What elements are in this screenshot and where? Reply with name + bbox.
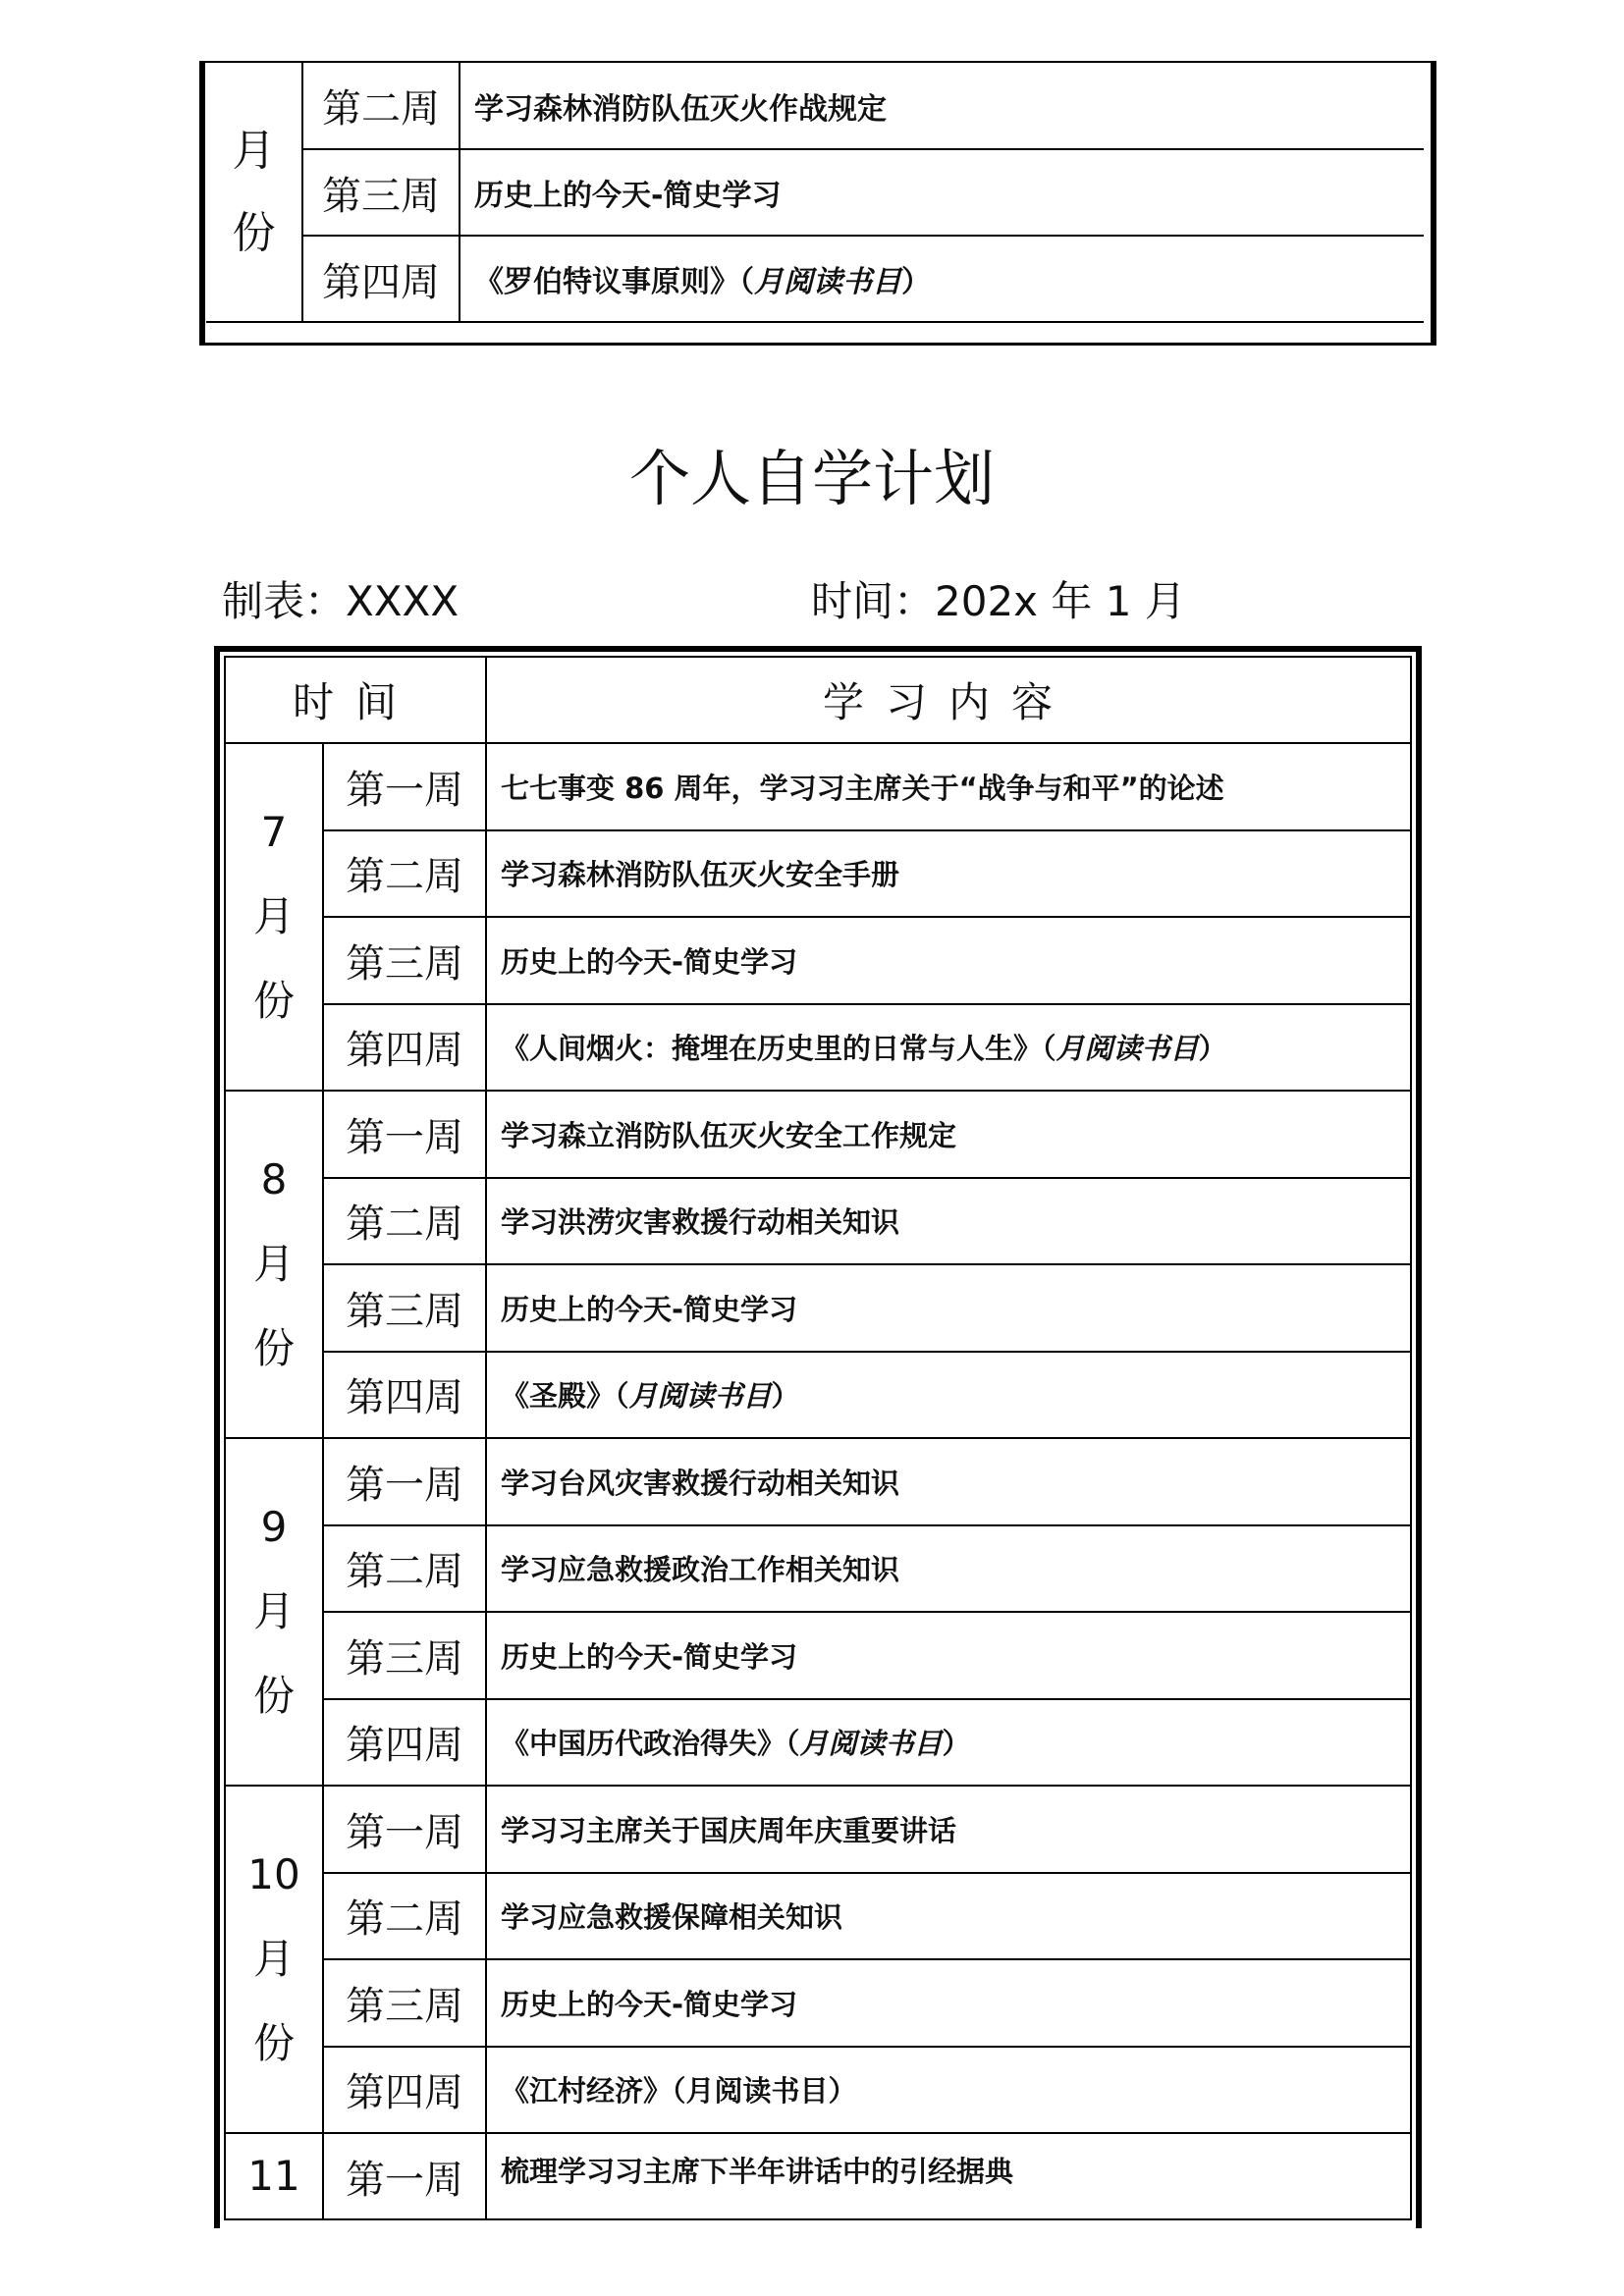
content-cell: 学习森林消防队伍灭火安全手册 [486,830,1411,918]
week-cell: 第一周 [323,743,486,830]
week-cell: 第一周 [323,1786,486,1873]
table-row [225,1525,1411,1613]
month-line: 月 [252,1935,295,1983]
content-cell: 历史上的今天-简史学习 [486,1959,1411,2047]
reading-tag: 月阅读书目 [754,265,901,299]
content-cell: 历史上的今天-简史学习 [460,149,1424,236]
content-cell [460,236,1424,322]
content-tail: ） [901,265,931,299]
month-cell-9 [225,1438,323,1786]
content-cell: 历史上的今天-简史学习 [486,1264,1411,1352]
month-cell-11: 11 [225,2133,323,2219]
content-cell [486,1352,1411,1439]
week-cell: 第一周 [323,1438,486,1525]
month-cell-10 [225,1786,323,2133]
table-row [225,1699,1411,1787]
week-cell: 第二周 [323,830,486,918]
table-row [225,2133,1411,2219]
month-cell-7 [225,743,323,1091]
month-cell-8 [225,1091,323,1438]
table-row [225,830,1411,918]
table-row [225,743,1411,830]
content-text: 《中国历代政治得失》（ [501,1727,800,1761]
content-cell: 学习应急救援保障相关知识 [486,1873,1411,1960]
content-cell: 学习台风灾害救援行动相关知识 [486,1438,1411,1525]
week-cell: 第二周 [323,1178,486,1265]
header-content: 学习内容 [486,657,1411,743]
month-line: 份 [232,207,276,258]
date-label: 时间：202x 年 1 月 [811,577,1186,625]
content-cell: 七七事变 86 周年，学习习主席关于“战争与和平”的论述 [486,743,1411,830]
content-text: 《圣殿》（ [501,1379,629,1414]
week-cell: 第一周 [323,1091,486,1178]
week-cell: 第一周 [323,2133,486,2219]
week-cell: 第四周 [323,1352,486,1439]
content-cell: 历史上的今天-简史学习 [486,1612,1411,1699]
month-line: 份 [252,1324,295,1372]
week-cell: 第二周 [323,1873,486,1960]
study-plan-table [224,656,1412,2220]
week-cell: 第三周 [323,1612,486,1699]
table-row [206,149,1424,236]
table-row [225,1438,1411,1525]
month-line: 月 [232,125,276,176]
content-cell: 学习森立消防队伍灭火安全工作规定 [486,1091,1411,1178]
month-cell [206,63,302,322]
reading-tag: 月阅读书目 [799,1727,943,1761]
week-cell: 第四周 [323,1699,486,1787]
content-cell: 历史上的今天-简史学习 [486,917,1411,1004]
table-row [225,1959,1411,2047]
month-line: 10 [247,1850,300,1898]
content-cell: 梳理学习习主席下半年讲话中的引经据典 [486,2133,1411,2219]
week-cell: 第四周 [323,1004,486,1092]
month-line: 份 [252,2019,295,2067]
month-line: 份 [252,977,295,1025]
header-time: 时间 [225,657,486,743]
table-row [206,236,1424,322]
week-cell: 第二周 [323,1525,486,1613]
table-row [225,1178,1411,1265]
content-cell: 学习洪涝灾害救援行动相关知识 [486,1178,1411,1265]
table-row [206,63,1424,149]
content-cell [486,1699,1411,1787]
month-line: 月 [252,892,295,940]
table-row [225,2047,1411,2134]
table-row [225,917,1411,1004]
table-row [225,1612,1411,1699]
table-row [225,1786,1411,1873]
content-text: 《人间烟火：掩埋在历史里的日常与人生》（ [501,1032,1056,1066]
table-row [225,1004,1411,1092]
table-row [225,1352,1411,1439]
week-cell: 第二周 [302,63,460,149]
content-text: 《罗伯特议事原则》（ [474,265,754,299]
top-fragment-table [206,63,1424,323]
content-cell: 学习应急救援政治工作相关知识 [486,1525,1411,1613]
month-line: 9 [260,1503,288,1551]
week-cell: 第三周 [302,149,460,236]
table-row [225,1091,1411,1178]
content-cell [486,1004,1411,1092]
maker-label: 制表：XXXX [222,577,460,625]
content-tail: ） [1198,1032,1227,1066]
month-line: 8 [260,1155,288,1203]
week-cell: 第四周 [302,236,460,322]
reading-tag: 月阅读书目 [628,1379,772,1414]
table-row [225,1873,1411,1960]
month-line: 月 [252,1587,295,1635]
month-line: 7 [260,808,288,856]
table-row [225,1264,1411,1352]
week-cell: 第三周 [323,1264,486,1352]
week-cell: 第四周 [323,2047,486,2134]
month-line: 份 [252,1672,295,1720]
content-cell: 学习森林消防队伍灭火作战规定 [460,63,1424,149]
header-row [225,657,1411,743]
page-title: 个人自学计划 [628,443,995,514]
month-line: 月 [252,1240,295,1288]
week-cell: 第三周 [323,1959,486,2047]
content-cell: 《江村经济》（月阅读书目） [486,2047,1411,2134]
content-tail: ） [942,1727,971,1761]
content-tail: ） [771,1379,800,1414]
week-cell: 第三周 [323,917,486,1004]
reading-tag: 月阅读书目 [1056,1032,1199,1066]
content-cell: 学习习主席关于国庆周年庆重要讲话 [486,1786,1411,1873]
